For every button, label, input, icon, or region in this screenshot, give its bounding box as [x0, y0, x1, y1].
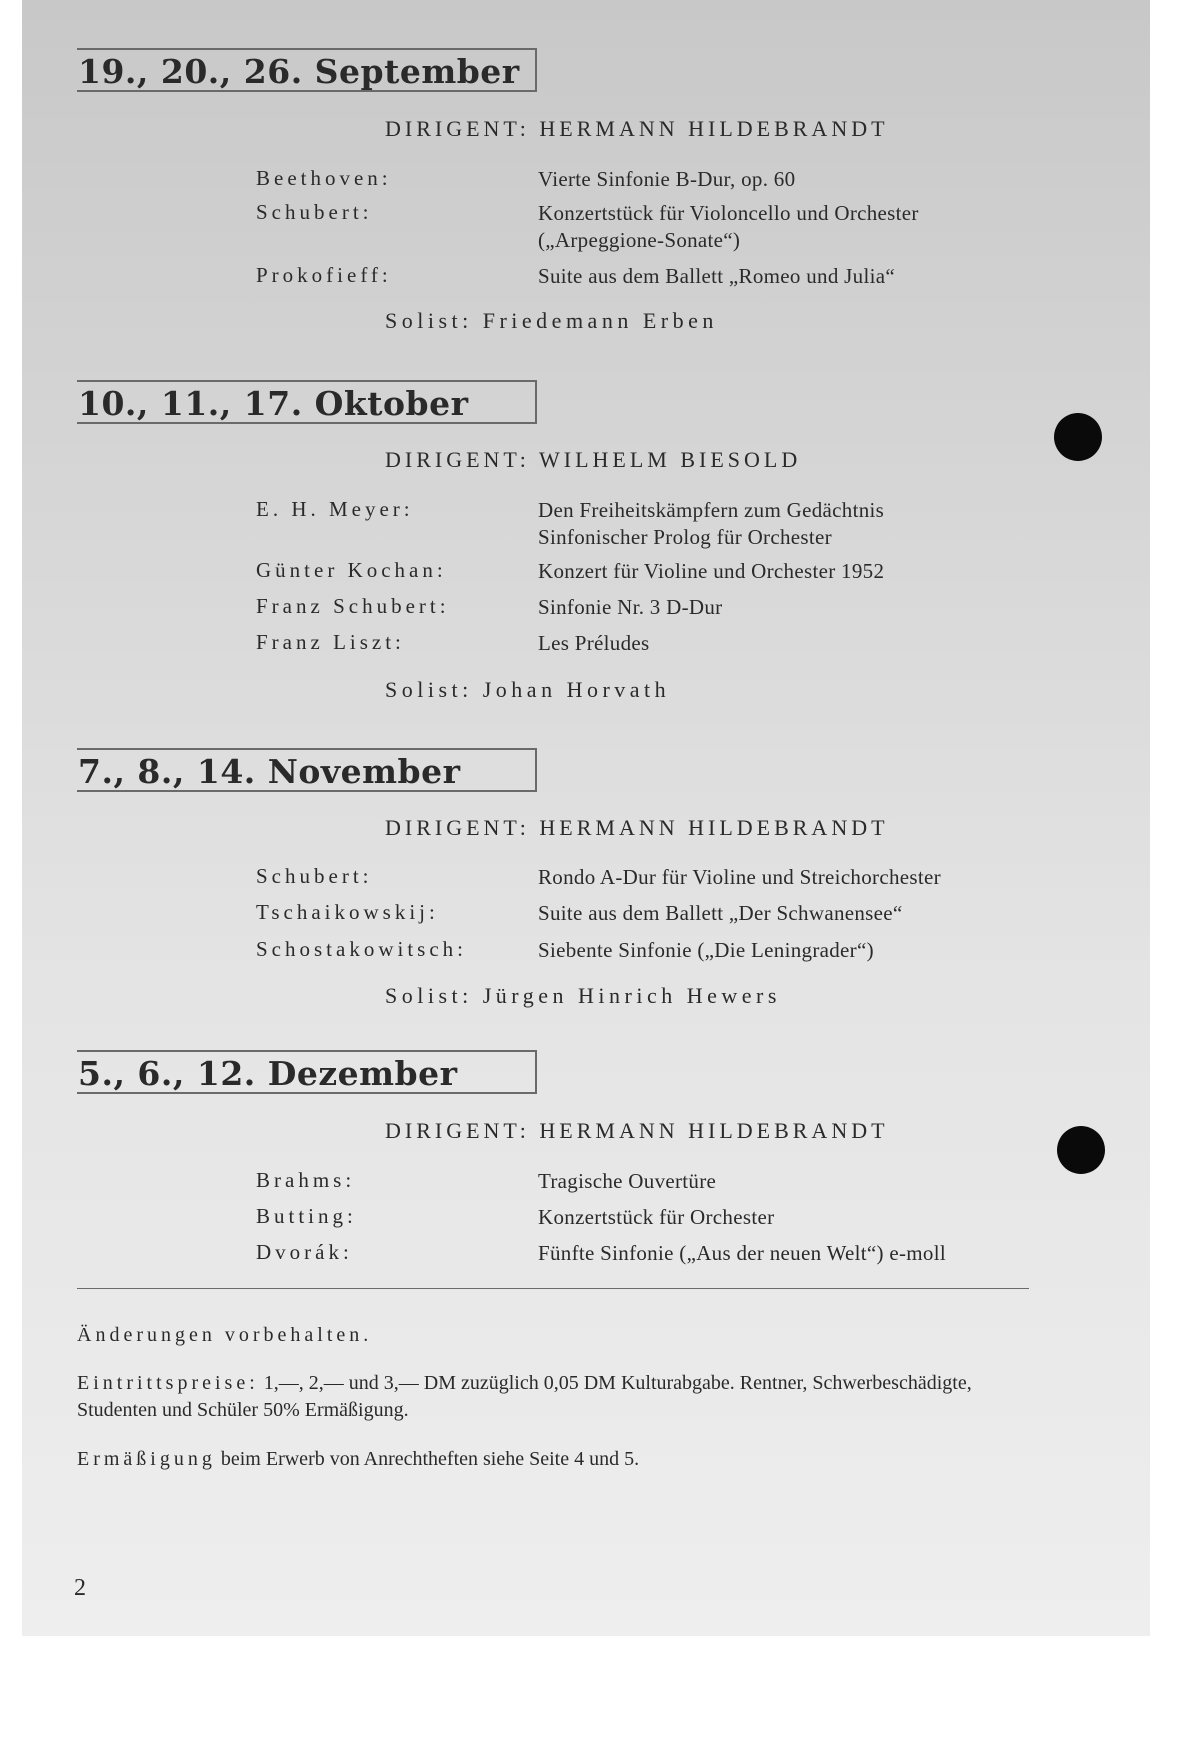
- discount-note: [77, 1446, 1037, 1473]
- composer: Prokofieff:: [256, 263, 392, 287]
- concert-date: 5., 6., 12. Dezember: [78, 1054, 458, 1093]
- conductor: DIRIGENT: WILHELM BIESOLD: [385, 447, 802, 472]
- composer: Franz Liszt:: [256, 630, 405, 654]
- composer: E. H. Meyer:: [256, 497, 414, 521]
- concert-date: 10., 11., 17. Oktober: [78, 384, 469, 423]
- prices-note: [77, 1370, 1037, 1424]
- changes-note: Änderungen vorbehalten.: [77, 1324, 373, 1346]
- work-title: Les Préludes: [538, 631, 650, 655]
- work-title: Siebente Sinfonie („Die Leningrader“): [538, 938, 874, 962]
- composer: Günter Kochan:: [256, 558, 447, 582]
- concert-date: 19., 20., 26. September: [78, 52, 520, 91]
- conductor: DIRIGENT: HERMANN HILDEBRANDT: [385, 1118, 889, 1143]
- work-title: Suite aus dem Ballett „Der Schwanensee“: [538, 901, 903, 925]
- prices-text: 1,—, 2,— und 3,— DM zuzüglich 0,05 DM Kulturabgabe. Rentner, Schwerbeschädigte, Studenten und Schüler 50% Ermäßigung.: [77, 1372, 972, 1421]
- work-title: Fünfte Sinfonie („Aus der neuen Welt“) e-moll: [538, 1241, 946, 1265]
- soloist: Solist: Friedemann Erben: [385, 308, 718, 333]
- composer: Franz Schubert:: [256, 594, 450, 618]
- composer: Beethoven:: [256, 166, 392, 190]
- work-title: Vierte Sinfonie B-Dur, op. 60: [538, 167, 796, 191]
- discount-text: beim Erwerb von Anrechtheften siehe Seite 4 und 5.: [220, 1448, 640, 1470]
- discount-label: Ermäßigung: [77, 1448, 216, 1470]
- concert-date: 7., 8., 14. November: [78, 752, 461, 791]
- work-title: Den Freiheitskämpfern zum Gedächtnis Sinfonischer Prolog für Orchester: [538, 498, 885, 549]
- divider: [77, 1288, 1029, 1289]
- composer: Tschaikowskij:: [256, 900, 439, 924]
- composer: Brahms:: [256, 1168, 356, 1192]
- soloist: Solist: Johan Horvath: [385, 677, 671, 702]
- work-title: Konzertstück für Orchester: [538, 1205, 775, 1229]
- work-title: Suite aus dem Ballett „Romeo und Julia“: [538, 264, 895, 288]
- composer: Schubert:: [256, 200, 373, 224]
- work-title: Konzert für Violine und Orchester 1952: [538, 559, 885, 583]
- work-title: Konzertstück für Violoncello und Orchester („Arpeggione-Sonate“): [538, 201, 919, 252]
- work-title: Rondo A-Dur für Violine und Streichorchester: [538, 865, 941, 889]
- program-page: [22, 0, 1150, 1636]
- composer: Schostakowitsch:: [256, 937, 467, 961]
- conductor: DIRIGENT: HERMANN HILDEBRANDT: [385, 116, 889, 141]
- page-number: 2: [74, 1575, 86, 1601]
- composer: Butting:: [256, 1204, 357, 1228]
- soloist: Solist: Jürgen Hinrich Hewers: [385, 983, 781, 1008]
- punch-hole: [1057, 1126, 1105, 1174]
- prices-label: Eintrittspreise:: [77, 1372, 259, 1394]
- work-title: Tragische Ouvertüre: [538, 1169, 717, 1193]
- composer: Schubert:: [256, 864, 373, 888]
- composer: Dvorák:: [256, 1240, 353, 1264]
- punch-hole: [1054, 413, 1102, 461]
- conductor: DIRIGENT: HERMANN HILDEBRANDT: [385, 815, 889, 840]
- work-title: Sinfonie Nr. 3 D-Dur: [538, 595, 723, 619]
